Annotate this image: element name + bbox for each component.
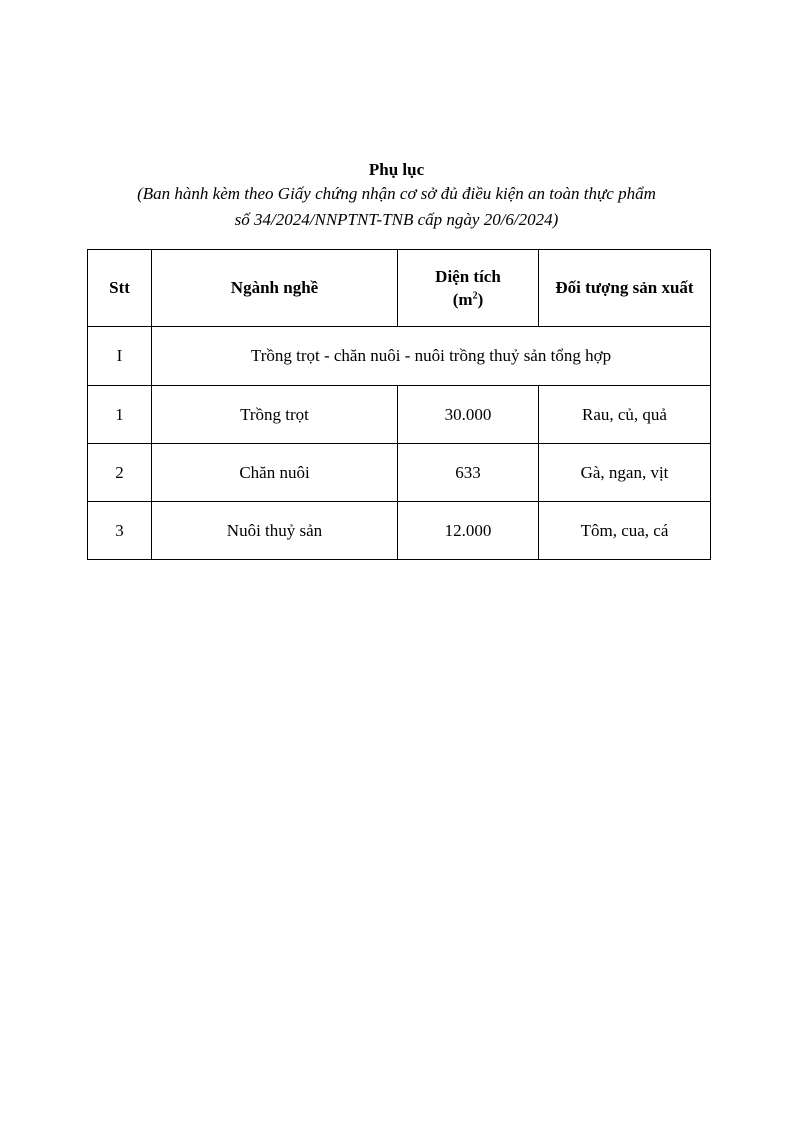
header-doi-tuong: Đối tượng sản xuất xyxy=(539,250,711,327)
group-title: Trồng trọt - chăn nuôi - nuôi trồng thuỷ sản tổng hợp xyxy=(152,327,711,386)
document-subtitle-line2: số 34/2024/NNPTNT-TNB cấp ngày 20/6/2024) xyxy=(234,210,559,229)
cell-doi-tuong: Gà, ngan, vịt xyxy=(539,444,711,502)
table-row xyxy=(88,502,711,560)
cell-stt: 1 xyxy=(88,386,152,444)
header-nganh-nghe: Ngành nghề xyxy=(152,250,398,327)
cell-nganh-nghe: Trồng trọt xyxy=(152,386,398,444)
header-dien-tich-label: Diện tích xyxy=(435,266,501,286)
unit-superscript: 2 xyxy=(472,289,478,301)
cell-dien-tich: 633 xyxy=(398,444,539,502)
cell-nganh-nghe: Nuôi thuỷ sản xyxy=(152,502,398,560)
cell-doi-tuong: Tôm, cua, cá xyxy=(539,502,711,560)
cell-stt: 3 xyxy=(88,502,152,560)
appendix-table xyxy=(87,249,711,560)
cell-doi-tuong: Rau, củ, quả xyxy=(539,386,711,444)
header-stt: Stt xyxy=(88,250,152,327)
unit-open: (m xyxy=(452,289,473,309)
unit-close: ) xyxy=(477,289,484,309)
table-row xyxy=(88,444,711,502)
document-title: Phụ lục xyxy=(368,160,425,179)
table-group-row xyxy=(88,327,711,386)
cell-nganh-nghe: Chăn nuôi xyxy=(152,444,398,502)
cell-dien-tich: 30.000 xyxy=(398,386,539,444)
document-subtitle-line1: (Ban hành kèm theo Giấy chứng nhận cơ sở đủ điều kiện an toàn thực phẩm xyxy=(137,184,656,203)
header-dien-tich-unit xyxy=(402,290,534,310)
table-header-row xyxy=(88,250,711,327)
header-dien-tich xyxy=(398,250,539,327)
cell-dien-tich: 12.000 xyxy=(398,502,539,560)
cell-stt: 2 xyxy=(88,444,152,502)
table-row xyxy=(88,386,711,444)
group-stt: I xyxy=(88,327,152,386)
